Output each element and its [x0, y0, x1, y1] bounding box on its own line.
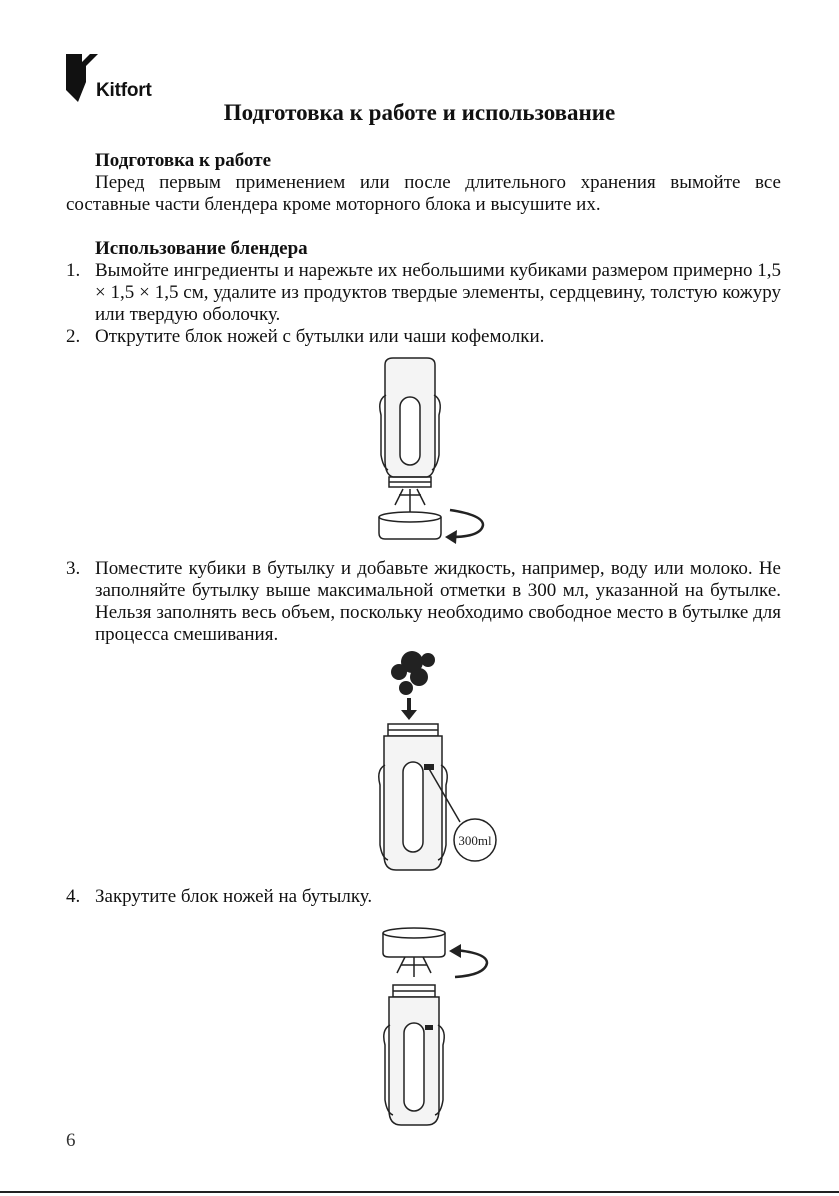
preparation-text: Перед первым применением или после длительного хранения вымойте все составные части блендера кроме моторного блока и высушите их.	[66, 172, 781, 215]
step-text: Вымойте ингредиенты и нарежьте их небольшими кубиками размером примерно 1,5 × 1,5 × 1,5 см, удалите из продуктов твердые элементы, сердцевину, толстую кожуру или твердую оболочку.	[95, 260, 781, 325]
list-item	[66, 558, 781, 646]
usage-heading: Использование блендера	[95, 238, 308, 259]
step-text: Поместите кубики в бутылку и добавьте жидкость, например, воду или молоко. Не заполняйте бутылку выше максимальной отметки в 300 мл, указанной на бутылке. Нельзя заполнять весь объем, поскольку необходимо свободное место в бутылке для процесса смешивания.	[95, 558, 781, 645]
kitfort-logo	[66, 54, 176, 104]
page-title: Подготовка к работе и использование	[223, 100, 616, 125]
fill-bottle-illustration	[370, 650, 510, 875]
screw-blade-illustration	[355, 925, 505, 1135]
list-item	[66, 326, 781, 348]
page-bottom-rule	[0, 1191, 839, 1193]
fill-mark-callout: 300ml	[458, 833, 492, 848]
step-number: 1.	[66, 260, 81, 281]
unscrew-blade-illustration	[355, 355, 495, 545]
list-item	[66, 886, 781, 908]
kitfort-logo-icon	[66, 54, 98, 102]
page-number: 6	[66, 1130, 76, 1151]
preparation-heading: Подготовка к работе	[95, 150, 272, 171]
step-number: 2.	[66, 326, 81, 347]
step-text: Открутите блок ножей с бутылки или чаши кофемолки.	[95, 326, 545, 347]
list-item	[66, 260, 781, 326]
preparation-section	[66, 150, 781, 216]
brand-name: Kitfort	[96, 80, 152, 101]
step-number: 4.	[66, 886, 81, 907]
step-text: Закрутите блок ножей на бутылку.	[95, 886, 373, 907]
step-number: 3.	[66, 558, 81, 579]
usage-section	[66, 238, 781, 260]
